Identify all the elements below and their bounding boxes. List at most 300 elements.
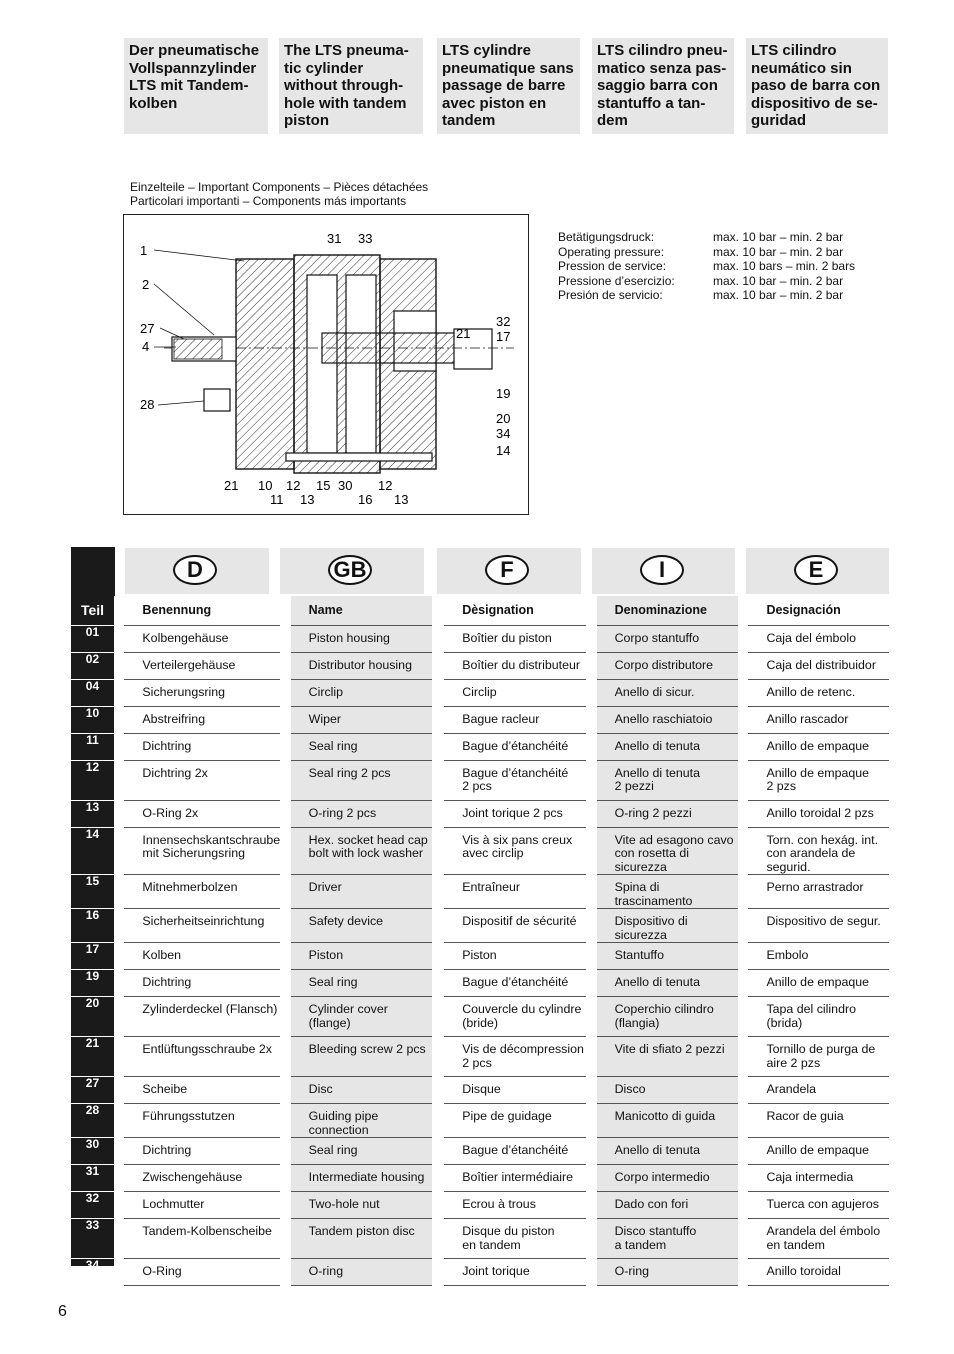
caption-line-1: Einzelteile – Important Components – Pièces détachées (130, 180, 429, 194)
part-name-es (748, 909, 889, 943)
cylinder-cross-section-drawing (123, 214, 529, 515)
part-name-text: Verteilergehäuse (142, 657, 236, 672)
part-name-it (597, 997, 738, 1037)
part-name-text: Dichtring (142, 738, 192, 753)
part-name-text: Disc (308, 1082, 333, 1096)
part-name-de (124, 1192, 280, 1219)
column-gap (114, 706, 124, 733)
part-name-text: Circlip (462, 684, 497, 699)
label-14: 14 (496, 443, 511, 458)
column-gap (280, 943, 290, 970)
table-row (71, 1165, 889, 1192)
part-name-it (597, 827, 738, 875)
part-number: 01 (71, 625, 114, 652)
label-13b: 13 (394, 492, 409, 507)
column-gap (114, 679, 124, 706)
part-name-de (124, 1104, 280, 1138)
part-name-text: Disco stantuffo a tandem (614, 1224, 697, 1252)
part-name-de (124, 1037, 280, 1077)
part-name-gb (291, 679, 432, 706)
lang-badge-fr: F (485, 555, 529, 585)
label-20: 20 (496, 411, 511, 426)
column-gap (114, 1219, 124, 1259)
part-name-es (748, 827, 889, 875)
pressure-value: max. 10 bar – min. 2 bar (713, 288, 844, 303)
column-gap (738, 1165, 748, 1192)
column-gap (586, 625, 596, 652)
label-30: 30 (338, 478, 353, 493)
column-gap (280, 706, 290, 733)
pressure-value: max. 10 bars – min. 2 bars (713, 259, 856, 274)
lang-strip-es (746, 548, 889, 594)
part-name-text: Driver (308, 880, 342, 894)
part-name-text: Piston (462, 948, 497, 962)
part-name-text: Lochmutter (142, 1197, 205, 1211)
column-gap (738, 1192, 748, 1219)
part-name-it (597, 1219, 738, 1259)
part-name-text: Disque (462, 1082, 501, 1096)
column-gap (280, 760, 290, 800)
label-10: 10 (258, 478, 273, 493)
column-gap (738, 800, 748, 827)
part-name-text: Corpo stantuffo (614, 630, 700, 645)
title-de-text: Der pneumatische Vollspannzylinder LTS mit Tandem- kolben (129, 42, 260, 112)
part-name-it (597, 1192, 738, 1219)
part-name-text: Bague d’étanchéité (462, 738, 569, 753)
part-name-de (124, 1165, 280, 1192)
part-name-it (597, 1104, 738, 1138)
part-name-text: Seal ring (308, 738, 358, 753)
part-name-text: Anillo de empaque (766, 975, 870, 989)
column-gap (586, 1219, 596, 1259)
part-name-text: Anillo toroidal (766, 1264, 841, 1278)
col-header-fr: Dèsignation (444, 596, 586, 625)
part-name-text: Bague d’étanchéité (462, 1143, 569, 1157)
part-name-text: O-Ring 2x (142, 805, 199, 820)
column-gap (280, 1037, 290, 1077)
part-name-fr (444, 827, 586, 875)
column-gap (738, 875, 748, 909)
part-name-text: O-Ring (142, 1264, 182, 1278)
title-es-text: LTS cilindro neumático sin paso de barra con dispositivo de se- guridad (751, 42, 881, 129)
part-name-de (124, 1259, 280, 1286)
part-name-es (748, 706, 889, 733)
part-name-es (748, 875, 889, 909)
col-header-gb: Name (291, 596, 432, 625)
column-gap (738, 909, 748, 943)
part-name-it (597, 652, 738, 679)
part-name-fr (444, 970, 586, 997)
column-gap (586, 1138, 596, 1165)
column-gap (586, 733, 596, 760)
lang-strip-it (592, 548, 735, 594)
column-gap (432, 827, 444, 875)
column-gap (114, 596, 124, 625)
part-name-text: Manicotto di guida (614, 1109, 716, 1123)
part-name-text: Entlüftungsschraube 2x (142, 1042, 272, 1056)
column-gap (586, 943, 596, 970)
column-gap (738, 827, 748, 875)
column-gap (114, 997, 124, 1037)
column-gap (114, 1259, 124, 1286)
part-name-text: Anello di tenuta (614, 975, 701, 989)
part-name-text: Vis à six pans creux avec circlip (462, 832, 573, 860)
part-name-it (597, 1259, 738, 1286)
column-gap (586, 760, 596, 800)
part-name-text: Two-hole nut (308, 1197, 380, 1211)
part-name-text: Anello di tenuta 2 pezzi (614, 765, 701, 793)
part-name-text: Führungsstutzen (142, 1109, 235, 1123)
part-name-text: Tandem piston disc (308, 1224, 415, 1238)
label-13: 13 (300, 492, 315, 507)
piston-chamber-2 (346, 275, 376, 453)
column-gap (432, 596, 444, 625)
part-name-gb (291, 1104, 432, 1138)
part-name-de (124, 1138, 280, 1165)
part-name-text: Dispositivo de segur. (766, 914, 881, 928)
part-number: 04 (71, 679, 114, 706)
part-name-text: Anillo de empaque 2 pzs (766, 765, 870, 793)
part-name-it (597, 679, 738, 706)
column-gap (432, 1259, 444, 1286)
column-gap (280, 1104, 290, 1138)
column-gap (738, 1037, 748, 1077)
part-name-es (748, 1165, 889, 1192)
part-name-it (597, 733, 738, 760)
leader-28 (158, 401, 204, 405)
part-name-gb (291, 1259, 432, 1286)
part-name-text: Tandem-Kolbenscheibe (142, 1224, 272, 1238)
pressure-row (558, 259, 855, 274)
column-gap (432, 1192, 444, 1219)
part-name-gb (291, 800, 432, 827)
part-name-fr (444, 1165, 586, 1192)
pressure-label: Betätigungsdruck: (558, 230, 655, 244)
part-name-fr (444, 800, 586, 827)
lang-badge-es: E (794, 555, 838, 585)
part-name-text: Stantuffo (614, 948, 664, 962)
column-gap (432, 1104, 444, 1138)
table-row (71, 1259, 889, 1286)
column-gap (738, 1077, 748, 1104)
part-name-text: Joint torique 2 pcs (462, 805, 563, 820)
label-1: 1 (140, 243, 148, 258)
part-name-text: Anello di tenuta (614, 738, 701, 753)
column-gap (280, 827, 290, 875)
part-name-fr (444, 652, 586, 679)
label-11: 11 (270, 492, 284, 507)
part-name-text: Racor de guia (766, 1109, 844, 1123)
table-row (71, 875, 889, 909)
part-number: 15 (71, 875, 114, 909)
column-gap (432, 909, 444, 943)
part-name-text: Caja intermedia (766, 1170, 854, 1184)
column-gap (738, 1138, 748, 1165)
column-gap (114, 760, 124, 800)
part-name-fr (444, 909, 586, 943)
table-row (71, 997, 889, 1037)
column-gap (114, 625, 124, 652)
operating-pressure-list (558, 230, 855, 303)
table-row (71, 943, 889, 970)
part-name-de (124, 733, 280, 760)
part-name-text: Dichtring (142, 1143, 192, 1157)
part-name-de (124, 827, 280, 875)
part-name-text: Dado con fori (614, 1197, 689, 1211)
part-name-de (124, 909, 280, 943)
column-gap (114, 875, 124, 909)
label-21-bottom: 21 (224, 478, 239, 493)
part-name-text: Coperchio cilindro (flangia) (614, 1002, 714, 1030)
part-name-gb (291, 1219, 432, 1259)
part-name-gb (291, 970, 432, 997)
pressure-label: Operating pressure: (558, 244, 665, 259)
column-gap (432, 1077, 444, 1104)
part-name-es (748, 652, 889, 679)
table-row (71, 800, 889, 827)
part-name-de (124, 943, 280, 970)
part-name-es (748, 733, 889, 760)
part-name-text: Corpo distributore (614, 657, 714, 672)
part-name-es (748, 970, 889, 997)
column-gap (738, 625, 748, 652)
part-number: 21 (71, 1037, 114, 1077)
part-name-text: Kolben (142, 948, 182, 962)
part-name-gb (291, 1037, 432, 1077)
label-15: 15 (316, 478, 331, 493)
column-gap (280, 1192, 290, 1219)
column-gap (586, 706, 596, 733)
column-gap (432, 760, 444, 800)
part-name-text: Seal ring 2 pcs (308, 765, 391, 780)
part-name-text: Seal ring (308, 1143, 358, 1157)
column-gap (586, 596, 596, 625)
part-name-gb (291, 760, 432, 800)
part-name-it (597, 1165, 738, 1192)
column-gap (432, 625, 444, 652)
part-name-text: Bague d’étanchéité (462, 975, 569, 989)
part-name-es (748, 1219, 889, 1259)
column-gap (114, 909, 124, 943)
part-number: 13 (71, 800, 114, 827)
lang-strip-de (125, 548, 269, 594)
part-name-text: Sicherungsring (142, 684, 226, 699)
part-name-gb (291, 943, 432, 970)
part-name-de (124, 652, 280, 679)
column-gap (114, 1165, 124, 1192)
leader-2 (154, 284, 214, 335)
part-name-text: Disco (614, 1082, 646, 1096)
column-gap (738, 997, 748, 1037)
column-gap (280, 1138, 290, 1165)
column-gap (114, 827, 124, 875)
lang-badge-it: I (640, 555, 684, 585)
part-name-text: Intermediate housing (308, 1170, 425, 1184)
part-name-text: Anillo de retenc. (766, 684, 856, 699)
part-name-text: Vite di sfiato 2 pezzi (614, 1042, 725, 1056)
table-row (71, 909, 889, 943)
part-name-de (124, 1077, 280, 1104)
pressure-row (558, 230, 855, 245)
label-17: 17 (496, 329, 511, 344)
part-name-text: Anillo rascador (766, 711, 849, 726)
column-gap (432, 1037, 444, 1077)
part-name-es (748, 1192, 889, 1219)
tie-bolt (286, 453, 432, 461)
part-name-text: Boîtier intermédiaire (462, 1170, 574, 1184)
title-gb (279, 38, 423, 134)
part-number: 27 (71, 1077, 114, 1104)
pressure-row (558, 288, 855, 303)
column-gap (114, 1077, 124, 1104)
column-gap (280, 733, 290, 760)
column-gap (738, 706, 748, 733)
part-name-de (124, 706, 280, 733)
part-name-text: Anillo de empaque (766, 738, 870, 753)
pressure-value: max. 10 bar – min. 2 bar (713, 230, 844, 244)
part-name-text: Dispositivo di sicurezza (614, 914, 688, 942)
column-gap (738, 1259, 748, 1286)
pressure-value: max. 10 bar – min. 2 bar (713, 273, 844, 288)
part-name-es (748, 679, 889, 706)
table-row (71, 625, 889, 652)
pressure-label: Presión de servicio: (558, 288, 663, 303)
column-gap (738, 652, 748, 679)
part-name-text: Torn. con hexág. int. con arandela de segurid. (766, 832, 879, 874)
part-name-text: Ecrou à trous (462, 1197, 536, 1211)
part-name-text: Arandela del émbolo en tandem (766, 1224, 881, 1252)
label-32: 32 (496, 314, 511, 329)
part-name-fr (444, 1104, 586, 1138)
part-name-text: Wiper (308, 711, 342, 726)
table-row (71, 1219, 889, 1259)
part-name-gb (291, 875, 432, 909)
part-number: 16 (71, 909, 114, 943)
part-name-text: Couvercle du cylindre (bride) (462, 1002, 582, 1030)
part-number: 32 (71, 1192, 114, 1219)
part-name-text: Arandela (766, 1082, 817, 1096)
part-name-de (124, 970, 280, 997)
part-name-text: Dichtring 2x (142, 765, 208, 780)
lang-badge-de: D (173, 555, 217, 585)
piston-chamber-1 (307, 275, 337, 453)
part-number: 11 (71, 733, 114, 760)
title-gb-text: The LTS pneuma- tic cylinder without through- hole with tandem piston (284, 42, 409, 129)
part-name-text: Entraîneur (462, 880, 521, 894)
column-gap (586, 1037, 596, 1077)
part-name-text: Corpo intermedio (614, 1170, 710, 1184)
table-row (71, 827, 889, 875)
column-gap (586, 652, 596, 679)
label-31: 31 (327, 231, 342, 246)
part-name-text: Bleeding screw 2 pcs (308, 1042, 426, 1056)
part-name-text: Seal ring (308, 975, 358, 989)
label-12: 12 (286, 478, 301, 493)
part-number: 02 (71, 652, 114, 679)
table-row (71, 1077, 889, 1104)
column-gap (280, 997, 290, 1037)
part-name-de (124, 760, 280, 800)
page-number: 6 (58, 1303, 67, 1320)
column-gap (586, 1192, 596, 1219)
table-row (71, 652, 889, 679)
part-name-text: Disque du piston en tandem (462, 1224, 555, 1252)
pressure-label: Pression de service: (558, 259, 667, 274)
part-name-text: Dichtring (142, 975, 192, 989)
column-gap (280, 1165, 290, 1192)
column-gap (114, 652, 124, 679)
teil-header: Teil (71, 596, 114, 625)
column-gap (586, 827, 596, 875)
part-name-text: Abstreifring (142, 711, 206, 726)
part-name-de (124, 875, 280, 909)
part-name-text: O-ring 2 pcs (308, 805, 377, 820)
label-33: 33 (358, 231, 373, 246)
column-gap (586, 970, 596, 997)
part-name-es (748, 1259, 889, 1286)
part-name-text: Kolbengehäuse (142, 630, 229, 645)
column-gap (114, 970, 124, 997)
column-gap (738, 943, 748, 970)
part-name-text: Tapa del cilindro (brida) (766, 1002, 856, 1030)
part-name-text: Bague racleur (462, 711, 540, 726)
part-number: 17 (71, 943, 114, 970)
part-name-it (597, 970, 738, 997)
part-name-fr (444, 1219, 586, 1259)
part-name-de (124, 1219, 280, 1259)
column-gap (280, 625, 290, 652)
column-gap (114, 1138, 124, 1165)
part-name-es (748, 625, 889, 652)
part-name-fr (444, 679, 586, 706)
part-name-fr (444, 997, 586, 1037)
part-name-es (748, 1077, 889, 1104)
part-name-de (124, 997, 280, 1037)
part-name-text: O-ring (308, 1264, 344, 1278)
part-name-text: Scheibe (142, 1082, 188, 1096)
column-gap (738, 1219, 748, 1259)
part-name-gb (291, 827, 432, 875)
column-gap (432, 652, 444, 679)
part-name-fr (444, 1138, 586, 1165)
pressure-row (558, 245, 855, 260)
part-name-fr (444, 733, 586, 760)
part-name-it (597, 800, 738, 827)
part-name-text: Vis de décompression 2 pcs (462, 1042, 584, 1070)
part-name-es (748, 1138, 889, 1165)
part-name-text: Anello raschiatoio (614, 711, 713, 726)
title-it-text: LTS cilindro pneu- matico senza pas- saggio barra con stantuffo a tan- dem (597, 42, 728, 129)
column-gap (432, 706, 444, 733)
part-name-text: Sicherheitseinrichtung (142, 914, 265, 928)
part-name-text: Anillo toroidal 2 pzs (766, 805, 874, 820)
column-gap (586, 1165, 596, 1192)
part-name-it (597, 706, 738, 733)
label-21-right: 21 (456, 326, 471, 341)
part-name-es (748, 943, 889, 970)
guiding-pipe-hatch (174, 339, 222, 359)
column-gap (586, 997, 596, 1037)
part-name-fr (444, 1077, 586, 1104)
part-name-text: Innensechskantschraube mit Sicherungsring (142, 832, 281, 860)
table-row (71, 679, 889, 706)
table-header-row (71, 596, 889, 625)
part-name-gb (291, 1165, 432, 1192)
title-es (746, 38, 888, 134)
part-name-gb (291, 652, 432, 679)
column-gap (432, 875, 444, 909)
part-name-text: Anillo de empaque (766, 1143, 870, 1157)
